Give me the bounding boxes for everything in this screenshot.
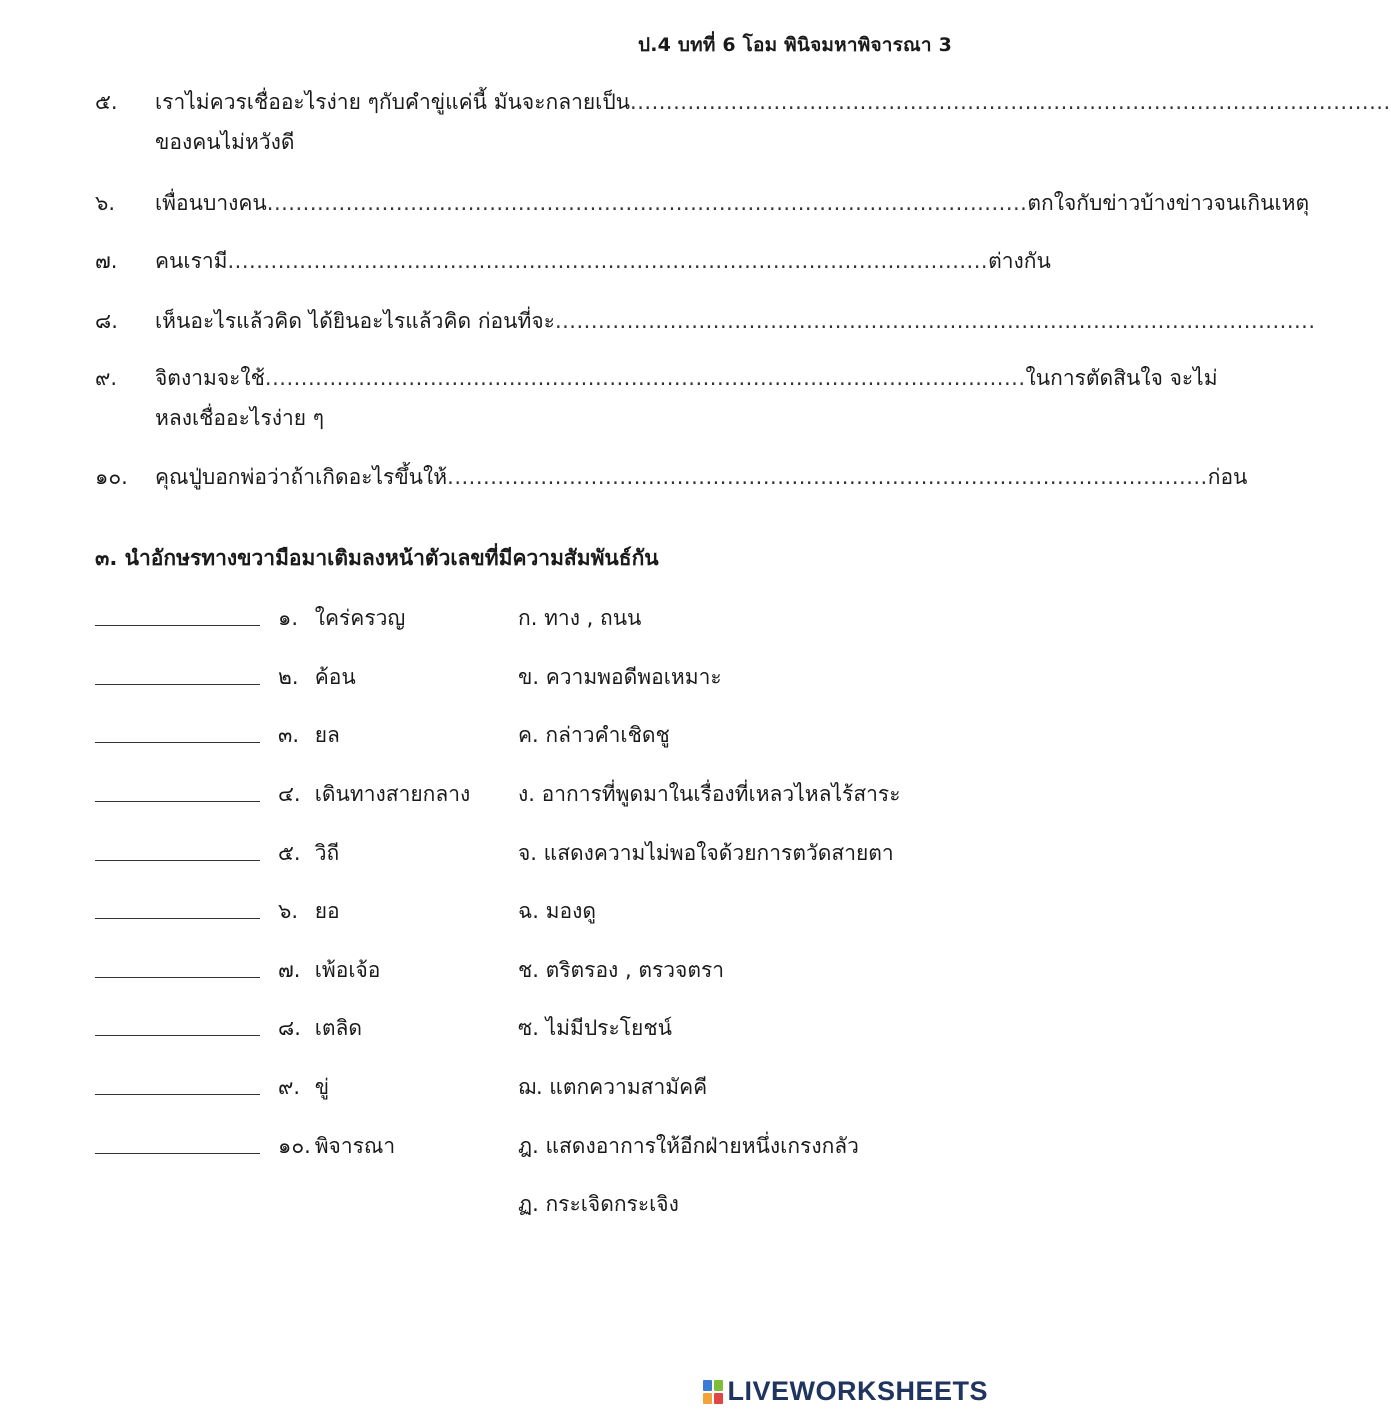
liveworksheets-logo <box>703 1376 988 1407</box>
sentence-text-before: จิตงามจะใช้ <box>155 366 265 390</box>
term-number: ๙. <box>278 1075 301 1099</box>
page-header: ป.4 บทที่ 6 โอม พินิจมหาพิจารณา 3 <box>637 34 952 56</box>
matching-row <box>95 598 965 638</box>
term-text: ค้อน <box>314 665 356 689</box>
sentence-text-before: คุณปู่บอกพ่อว่าถ้าเกิดอะไรขึ้นให้ <box>155 465 448 489</box>
item-number: ๙. <box>95 366 118 390</box>
term-text: ใคร่ครวญ <box>314 606 406 630</box>
matching-row <box>95 891 965 931</box>
term <box>278 774 470 814</box>
sentence-text-after: ในการตัดสินใจ จะไม่ <box>1025 366 1218 390</box>
choice-option: ฉ. มองดู <box>518 899 597 923</box>
choice-option: ฏ. กระเจิดกระเจิง <box>518 1192 679 1216</box>
matching-row <box>95 833 965 873</box>
term <box>278 833 339 873</box>
matching-row <box>95 715 965 755</box>
answer-line[interactable] <box>95 1094 260 1095</box>
sentence-text-before: เห็นอะไรแล้วคิด ได้ยินอะไรแล้วคิด ก่อนที่จะ <box>155 309 555 333</box>
matching-row <box>95 1008 965 1048</box>
sentence-text-after: ตกใจกับข่าวบ้างข่าวจนเกินเหตุ <box>1027 191 1310 215</box>
sentence-item <box>95 183 1310 223</box>
answer-line[interactable] <box>95 684 260 685</box>
term-text: พิจารณา <box>314 1134 396 1158</box>
answer-line[interactable] <box>95 1035 260 1036</box>
choice-option: ช. ตริตรอง , ตรวจตรา <box>518 958 725 982</box>
answer-blank[interactable]: .......................................................................................................... <box>264 366 1026 390</box>
answer-blank[interactable]: .......................................................................................................... <box>630 90 1391 114</box>
term-text: ยอ <box>314 899 340 923</box>
term-number: ๒. <box>278 665 299 689</box>
choice-option: ฌ. แตกความสามัคคี <box>518 1075 708 1099</box>
sentence-item <box>95 82 1391 162</box>
item-number: ๗. <box>95 249 118 273</box>
item-number: ๑๐. <box>95 465 128 489</box>
answer-line[interactable] <box>95 918 260 919</box>
answer-blank[interactable]: .......................................................................................................... <box>227 249 989 273</box>
term-number: ๔. <box>278 782 301 806</box>
term-text: ยล <box>314 723 340 747</box>
answer-line[interactable] <box>95 1153 260 1154</box>
answer-blank[interactable]: .......................................................................................................... <box>447 465 1208 489</box>
term-number: ๖. <box>278 899 299 923</box>
item-number: ๕. <box>95 90 118 114</box>
term-number: ๕. <box>278 841 301 865</box>
logo-text: LIVEWORKSHEETS <box>727 1376 988 1406</box>
sentence-item <box>95 358 1218 438</box>
sentence-text-before: เพื่อนบางคน <box>155 191 267 215</box>
matching-row <box>95 774 965 814</box>
sentence-text-before: เราไม่ควรเชื่ออะไรง่าย ๆกับคำขู่แค่นี้ มันจะกลายเป็น <box>155 90 631 114</box>
answer-line[interactable] <box>95 625 260 626</box>
term <box>278 891 340 931</box>
answer-blank[interactable]: .......................................................................................................... <box>266 191 1028 215</box>
term-number: ๑๐. <box>278 1134 311 1158</box>
term-number: ๘. <box>278 1016 301 1040</box>
matching-row <box>95 1184 965 1224</box>
answer-blank[interactable]: .......................................................................................................... <box>554 309 1316 333</box>
term <box>278 1067 329 1107</box>
choice-option: ข. ความพอดีพอเหมาะ <box>518 665 722 689</box>
section-title: ๓. นำอักษรทางขวามือมาเติมลงหน้าตัวเลขที่มีความสัมพันธ์กัน <box>95 546 659 570</box>
matching-row <box>95 950 965 990</box>
sentence-text-after: ต่างกัน <box>988 249 1051 273</box>
choice-option: ซ. ไม่มีประโยชน์ <box>518 1016 672 1040</box>
choice-option: ค. กล่าวคำเชิดชู <box>518 723 670 747</box>
sentence-text-before: คนเรามี <box>155 249 228 273</box>
sentence-text-after: ก่อน <box>1207 465 1248 489</box>
matching-row <box>95 1067 965 1107</box>
term-number: ๓. <box>278 723 300 747</box>
term-text: เตลิด <box>314 1016 363 1040</box>
sentence-item <box>95 301 1316 341</box>
term-text: ขู่ <box>314 1075 330 1099</box>
logo-icon <box>703 1380 723 1404</box>
choice-option: ง. อาการที่พูดมาในเรื่องที่เหลวไหลไร้สาระ <box>518 782 901 806</box>
choice-option: ฎ. แสดงอาการให้อีกฝ่ายหนึ่งเกรงกลัว <box>518 1134 859 1158</box>
answer-line[interactable] <box>95 801 260 802</box>
item-number: ๖. <box>95 191 116 215</box>
choice-option: จ. แสดงความไม่พอใจด้วยการตวัดสายตา <box>518 841 894 865</box>
matching-row <box>95 657 965 697</box>
choice-option: ก. ทาง , ถนน <box>518 606 642 630</box>
answer-line[interactable] <box>95 860 260 861</box>
term <box>278 657 356 697</box>
sentence-continuation: หลงเชื่ออะไรง่าย ๆ <box>155 406 325 430</box>
item-number: ๘. <box>95 309 118 333</box>
matching-row <box>95 1126 965 1166</box>
answer-line[interactable] <box>95 742 260 743</box>
term <box>278 1126 395 1166</box>
term <box>278 1008 362 1048</box>
term-text: เดินทางสายกลาง <box>314 782 471 806</box>
term <box>278 950 380 990</box>
term <box>278 598 405 638</box>
term-text: วิถี <box>314 841 340 865</box>
term <box>278 715 340 755</box>
sentence-continuation: ของคนไม่หวังดี <box>155 130 295 154</box>
term-number: ๑. <box>278 606 299 630</box>
term-text: เพ้อเจ้อ <box>314 958 381 982</box>
answer-line[interactable] <box>95 977 260 978</box>
sentence-item <box>95 457 1248 497</box>
sentence-item <box>95 241 1051 281</box>
term-number: ๗. <box>278 958 301 982</box>
